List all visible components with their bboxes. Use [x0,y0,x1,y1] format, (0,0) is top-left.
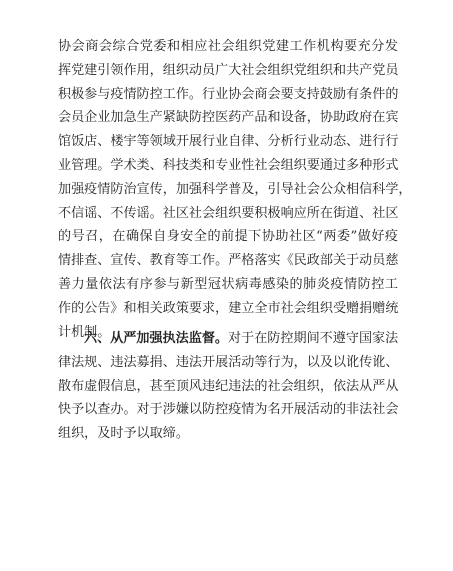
heading-line [58,327,398,351]
paragraph-social-organization-duties [58,35,412,344]
text-line: 善力量依法有序参与新型冠状病毒感染的肺炎疫情防控工 [58,276,398,292]
text-line: 会员企业加急生产紧缺防控医药产品和设备，协助政府在宾 [58,110,399,126]
text-line: 业管理。学术类、科技类和专业性社会组织要通过多种形式 [58,157,399,173]
heading-line-text: 对于在防控期间不遵守国家法 [228,331,399,346]
text-line: 的号召，在确保自身安全的前提下协助社区“两委”做好疫 [58,229,398,245]
text-line: 协会商会综合党委和相应社会组织党建工作机构要充分发 [58,39,398,54]
text-line: 情排查、宣传、教育等工作。严格落实《民政部关于动员慈 [58,253,399,269]
text-line: 馆饭店、楼宇等领域开展行业自律、分析行业动态、进行行 [58,134,399,150]
text-line: 组织，及时予以取缔。 [58,426,189,442]
text-line: 不信谣、不传谣。社区社会组织要积极响应所在街道、社区 [58,205,399,221]
text-line: 计机制。 [58,324,111,340]
text-line: 作的公告》和相关政策要求，建立全市社会组织受赠捐赠统 [58,300,399,316]
paragraph-law-enforcement [58,327,398,446]
text-line: 加强疫情防治宣传，加强科学普及，引导社会公众相信科学， [58,181,412,197]
text-line: 积极参与疫情防控工作。行业协会商会要支持鼓励有条件的 [58,86,399,102]
text-line: 律法规、违法募捐、违法开展活动等行为，以及以讹传讹、 [58,354,399,370]
text-line: 散布虚假信息，甚至顶风违纪违法的社会组织，依法从严从 [58,378,399,394]
section-heading: 六、从严加强执法监督。 [84,331,229,346]
text-line: 挥党建引领作用，组织动员广大社会组织党组织和共产党员 [58,62,399,78]
text-line: 快予以查办。对于涉嫌以防控疫情为名开展活动的非法社会 [58,402,399,418]
